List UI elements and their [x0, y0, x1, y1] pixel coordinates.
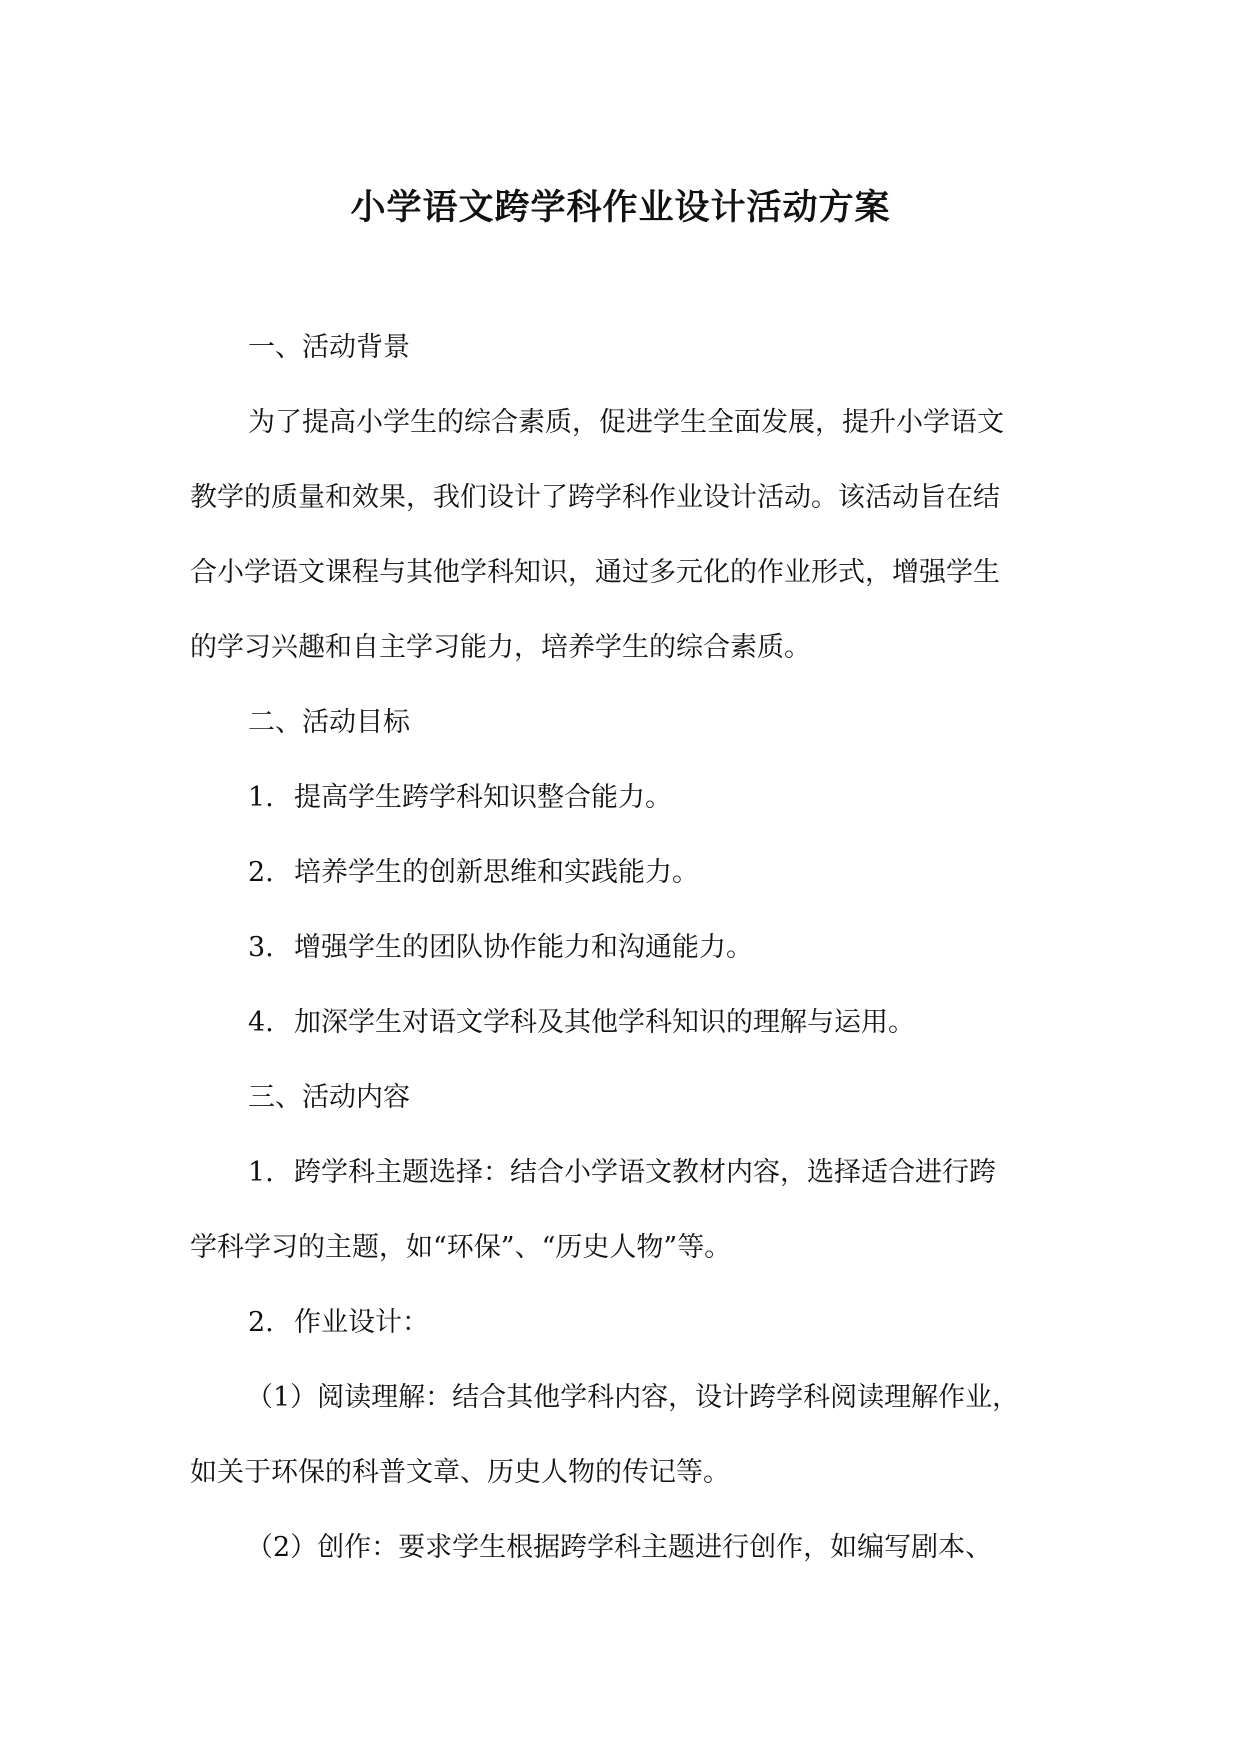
list-item-text: 作业设计：	[294, 1307, 429, 1338]
paragraph-line: 的学习兴趣和自主学习能力，培养学生的综合素质。	[190, 632, 811, 663]
list-item-number: 1.	[248, 782, 274, 813]
list-item	[190, 760, 1060, 835]
paragraph-line: 为了提高小学生的综合素质，促进学生全面发展，提升小学语文	[248, 407, 1004, 438]
list-item-text: 加深学生对语文学科及其他学科知识的理解与运用。	[294, 1007, 915, 1038]
list-item-number: 4.	[248, 1007, 274, 1038]
list-item	[190, 1285, 1060, 1360]
sub-item: （1）阅读理解：结合其他学科内容，设计跨学科阅读理解作业，	[246, 1382, 1020, 1413]
paragraph-line: 教学的质量和效果，我们设计了跨学科作业设计活动。该活动旨在结	[190, 482, 1000, 513]
list-item	[190, 835, 1060, 910]
list-item-text: 增强学生的团队协作能力和沟通能力。	[294, 932, 753, 963]
section-heading-content: 三、活动内容	[248, 1082, 410, 1113]
paragraph-line: 合小学语文课程与其他学科知识，通过多元化的作业形式，增强学生	[190, 557, 1000, 588]
list-item-continuation: 学科学习的主题，如“环保”、“历史人物”等。	[190, 1232, 732, 1263]
document-body	[190, 310, 1060, 1585]
sub-item-continuation: 如关于环保的科普文章、历史人物的传记等。	[190, 1457, 730, 1488]
document-title: 小学语文跨学科作业设计活动方案	[350, 187, 891, 228]
list-item-text: 提高学生跨学科知识整合能力。	[294, 782, 672, 813]
list-item	[190, 910, 1060, 985]
list-item	[190, 1135, 1060, 1210]
list-item-number: 1.	[248, 1157, 274, 1188]
sub-item: （2）创作：要求学生根据跨学科主题进行创作，如编写剧本、	[246, 1532, 993, 1563]
list-item-text: 跨学科主题选择：结合小学语文教材内容，选择适合进行跨	[294, 1157, 996, 1188]
list-item-number: 2.	[248, 1307, 274, 1338]
section-heading-goals: 二、活动目标	[248, 707, 410, 738]
list-item-number: 2.	[248, 857, 274, 888]
list-item-number: 3.	[248, 932, 274, 963]
list-item	[190, 985, 1060, 1060]
section-heading-background: 一、活动背景	[248, 332, 410, 363]
list-item-text: 培养学生的创新思维和实践能力。	[294, 857, 699, 888]
